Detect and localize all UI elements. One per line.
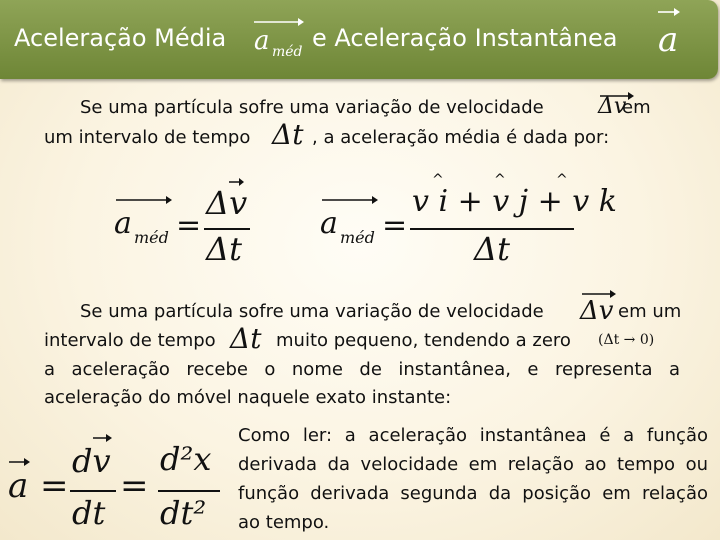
para1-line2: um intervalo de tempo xyxy=(44,127,251,148)
eq2-equals: = xyxy=(382,208,408,243)
para2-dt: Δt xyxy=(230,322,262,355)
eq1-equals: = xyxy=(176,208,202,243)
hat-j: ^ xyxy=(494,172,506,188)
eq3-den2: dt² xyxy=(160,494,207,532)
hat-i: ^ xyxy=(432,172,444,188)
eq1-num: Δv xyxy=(206,184,248,222)
para2-line1-end: em um xyxy=(618,301,682,322)
para1-dt: Δt xyxy=(272,118,304,151)
eq1-lhs-a: a xyxy=(114,206,132,241)
eq2-den: Δt xyxy=(474,230,510,268)
title-part2: e Aceleração Instantânea xyxy=(312,24,618,52)
eq2-lhs-a: a xyxy=(320,206,338,241)
fraction-bar xyxy=(158,490,220,492)
para1-line1: Se uma partícula sofre uma variação de velocidade xyxy=(80,97,544,118)
title-amed-a: a xyxy=(254,26,270,56)
para2-line2-start: intervalo de tempo xyxy=(44,330,216,351)
title-part1: Aceleração Média xyxy=(14,24,227,52)
eq2-lhs-sub: méd xyxy=(340,228,375,247)
vector-arrow xyxy=(114,196,172,204)
eq3-equals1: = xyxy=(40,466,69,506)
note-line1: Como ler: a aceleração instantânea é a função xyxy=(238,425,708,446)
para2-line3: a aceleração recebe o nome de instantânea, e representa a xyxy=(44,359,680,380)
para1-line2-end: , a aceleração média é dada por: xyxy=(312,127,610,148)
vector-arrow xyxy=(656,8,680,16)
title-amed-sub: méd xyxy=(272,44,303,60)
eq3-equals2: = xyxy=(120,466,149,506)
para2-dv: Δv xyxy=(580,296,614,326)
para1-dv: Δv xyxy=(598,94,627,119)
vector-arrow xyxy=(320,196,378,204)
eq1-den: Δt xyxy=(206,230,242,268)
para2-line4: aceleração do móvel naquele exato instante: xyxy=(44,387,452,408)
vector-arrow xyxy=(8,458,30,466)
eq3-num2: d²x xyxy=(160,440,212,478)
para2-limit: (Δt → 0) xyxy=(598,332,655,348)
vector-arrow xyxy=(252,18,304,26)
eq1-lhs-sub: méd xyxy=(134,228,169,247)
title-bar xyxy=(0,0,718,79)
note-line4: ao tempo. xyxy=(238,512,330,533)
vector-arrow xyxy=(92,434,112,442)
fraction-bar xyxy=(70,490,116,492)
para2-line1: Se uma partícula sofre uma variação de velocidade xyxy=(80,301,544,322)
eq2-num: v i + v j + v k xyxy=(412,184,617,219)
para1-line1-end: em xyxy=(622,97,651,118)
note-line2: derivada da velocidade em relação ao tempo ou xyxy=(238,454,708,475)
eq3-num1: dv xyxy=(72,442,111,480)
note-line3: função derivada segunda da posição em relação xyxy=(238,483,708,504)
para2-line2-end: muito pequeno, tendendo a zero xyxy=(276,330,571,351)
hat-k: ^ xyxy=(556,172,568,188)
title-inst-a: a xyxy=(658,20,679,60)
eq3-a: a xyxy=(8,466,29,506)
eq3-den1: dt xyxy=(72,494,106,532)
